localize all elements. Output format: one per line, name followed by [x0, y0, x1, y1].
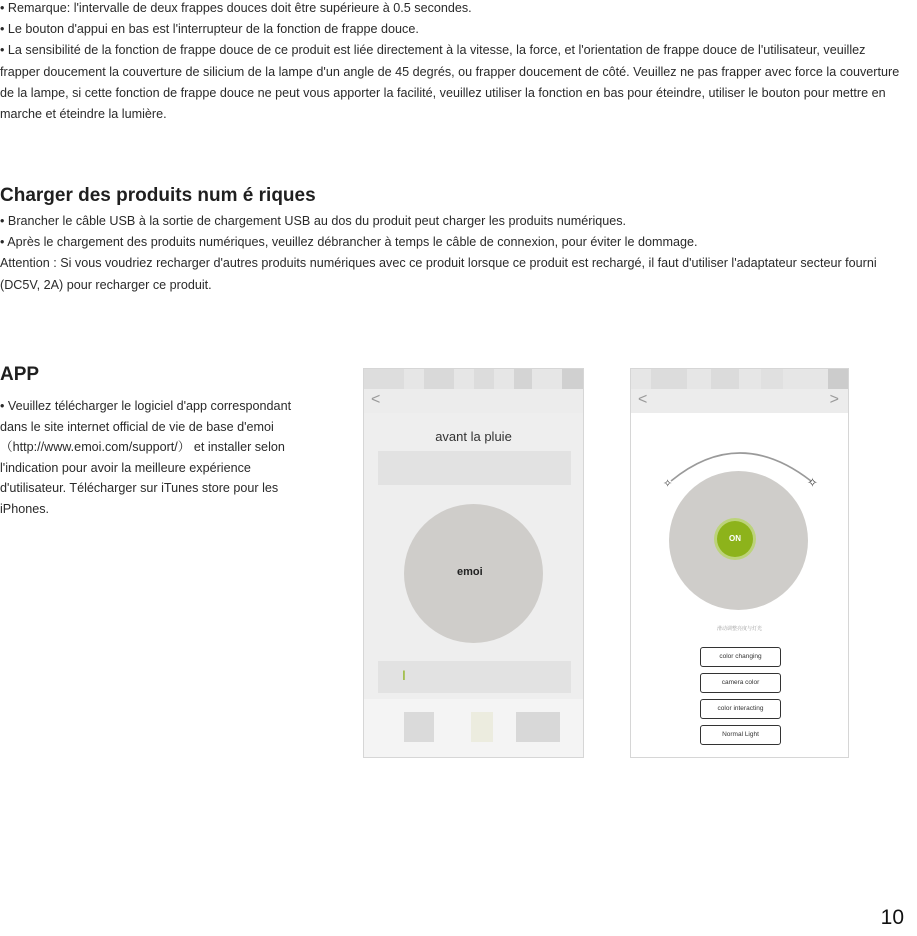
scene-title: avant la pluie: [435, 429, 512, 444]
nav-bar: [364, 389, 583, 413]
status-bar: [631, 369, 848, 389]
charge-section: [0, 211, 905, 296]
page-number: 10: [880, 906, 904, 929]
charge-bullet-2: • Après le chargement des produits numériques, veuillez débrancher à temps le câble de connexion, pour éviter le dommage.: [0, 232, 905, 253]
back-arrow-icon[interactable]: <: [371, 391, 381, 408]
color-changing-button[interactable]: color changing: [700, 647, 781, 667]
svg-text:✧: ✧: [807, 476, 818, 489]
phone-screen-2: [630, 368, 849, 758]
nav-bar: [631, 389, 848, 413]
svg-text:✧: ✧: [663, 477, 673, 489]
footer-icon-1[interactable]: [404, 712, 434, 742]
intro-line-3: • La sensibilité de la fonction de frappe douce de ce produit est liée directement à la vitesse, la force, et l'orientation de frappe douce de l'utilisateur, veuillez frapper doucement la couverture de silicium de la lampe d'un angle de 45 degrés, ou frapper doucement de côté. Veuillez ne pas frapper avec force la couverture de la lampe, si cette fonction de frappe douce ne peut vous apporter la facilité, veuillez utiliser la fonction en bas pour éteindre, utiliser le bouton pour mettre en marche et éteindre la lumière.: [0, 40, 905, 125]
charge-bullet-1: • Brancher le câble USB à la sortie de chargement USB au dos du produit peut charger les produits numériques.: [0, 211, 905, 232]
back-arrow-icon[interactable]: <: [638, 391, 648, 408]
blurred-panel: [378, 451, 571, 485]
footer-icon-2[interactable]: [471, 712, 493, 742]
color-interacting-button[interactable]: color interacting: [700, 699, 781, 719]
footer-bar: [364, 699, 583, 757]
brand-label: emoi: [457, 566, 483, 578]
camera-color-button[interactable]: camera color: [700, 673, 781, 693]
app-text: • Veuillez télécharger le logiciel d'app correspondant dans le site internet official de vie de base d'emoi （http://www.emoi.com/support/） et installer selon l'indication pour avoir la meilleure expérience d'utilisateur. Télécharger sur iTunes store pour les iPhones.: [0, 396, 292, 520]
forward-arrow-icon[interactable]: >: [829, 391, 839, 408]
brightness-caption: 滑动调整亮度与灯光: [716, 626, 762, 632]
status-bar: [364, 369, 583, 389]
charge-heading: Charger des produits num é riques: [0, 185, 316, 206]
intro-line-2: • Le bouton d'appui en bas est l'interrupteur de la fonction de frappe douce.: [0, 19, 905, 40]
blurred-slider[interactable]: [378, 661, 571, 693]
charge-attention: Attention : Si vous voudriez recharger d'autres produits numériques avec ce produit lorsque ce produit est rechargé, il faut d'utiliser l'adaptateur secteur fourni (DC5V, 2A) pour recharger ce produit.: [0, 256, 877, 292]
normal-light-button[interactable]: Normal Light: [700, 725, 781, 745]
intro-section: [0, 0, 905, 125]
app-heading: APP: [0, 364, 40, 385]
app-description: [0, 396, 292, 520]
slider-cursor: I: [402, 667, 406, 683]
intro-line-1: • Remarque: l'intervalle de deux frappes douces doit être supérieure à 0.5 secondes.: [0, 0, 905, 19]
power-on-button[interactable]: ON: [717, 521, 753, 557]
phone-screen-1: [363, 368, 584, 758]
footer-icon-3[interactable]: [516, 712, 560, 742]
